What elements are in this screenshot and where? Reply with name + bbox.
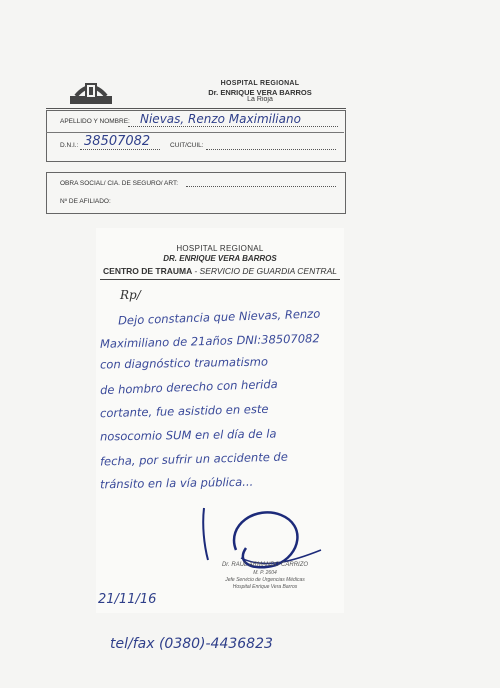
- rx-body-line: fecha, por sufrir un accidente de: [99, 449, 289, 469]
- rx-body-line: tránsito en la vía pública...: [99, 474, 254, 492]
- insurance-box: [46, 172, 346, 214]
- doctor-role-stamp: Jefe Servicio de Urgencias Médicas: [225, 577, 305, 583]
- apellido-label: APELLIDO Y NOMBRE:: [60, 118, 130, 125]
- apellido-dotline: [128, 126, 338, 127]
- header-divider: [46, 108, 346, 109]
- rx-body-line: de hombro derecho con herida: [99, 376, 278, 398]
- rx-header-divider: [100, 279, 340, 280]
- hospital-logo-icon: [70, 76, 112, 106]
- rx-centro-label: CENTRO DE TRAUMA: [103, 266, 192, 276]
- rx-body-line: con diagnóstico traumatismo: [99, 354, 269, 372]
- afiliado-label: Nº DE AFILIADO:: [60, 198, 111, 205]
- rp-label: Rp/: [120, 288, 141, 302]
- dni-dotline: [80, 149, 160, 150]
- dni-value: 38507082: [84, 134, 151, 149]
- hospital-city: La Rioja: [247, 96, 273, 103]
- hospital-stamp: Hospital Enrique Vera Barros: [232, 584, 298, 590]
- rx-servicio-label: - SERVICIO DE GUARDIA CENTRAL: [194, 266, 337, 276]
- handwritten-phone: tel/fax (0380)-4436823: [110, 636, 273, 652]
- handwritten-date: 21/11/16: [98, 592, 157, 607]
- rx-body-line: nosocomio SUM en el día de la: [99, 426, 277, 444]
- obra-social-label: OBRA SOCIAL/ CIA. DE SEGURO/ ART:: [60, 180, 178, 187]
- hospital-name: Dr. ENRIQUE VERA BARROS: [208, 88, 312, 97]
- rx-hospital-name: DR. ENRIQUE VERA BARROS: [163, 254, 277, 263]
- rx-hospital-title: HOSPITAL REGIONAL: [176, 244, 264, 253]
- row-divider: [46, 132, 344, 133]
- rx-body-line: Dejo constancia que Nievas, Renzo: [117, 306, 321, 328]
- cuit-label: CUIT/CUIL:: [170, 142, 204, 149]
- rx-body-line: cortante, fue asistido en este: [99, 401, 269, 421]
- cuit-dotline: [206, 149, 336, 150]
- apellido-value: Nievas, Renzo Maximiliano: [140, 112, 301, 126]
- dni-label: D.N.I.:: [60, 142, 79, 149]
- obra-social-dotline: [186, 186, 336, 187]
- doctor-name-stamp: Dr. RAUL ARMANDO CARRIZO: [221, 562, 309, 568]
- rx-body-line: Maximiliano de 21años DNI:38507082: [99, 331, 320, 351]
- doctor-mp-stamp: M. P. 2604: [253, 570, 277, 576]
- rx-centro-trauma: [96, 266, 344, 276]
- hospital-title: HOSPITAL REGIONAL: [220, 80, 300, 87]
